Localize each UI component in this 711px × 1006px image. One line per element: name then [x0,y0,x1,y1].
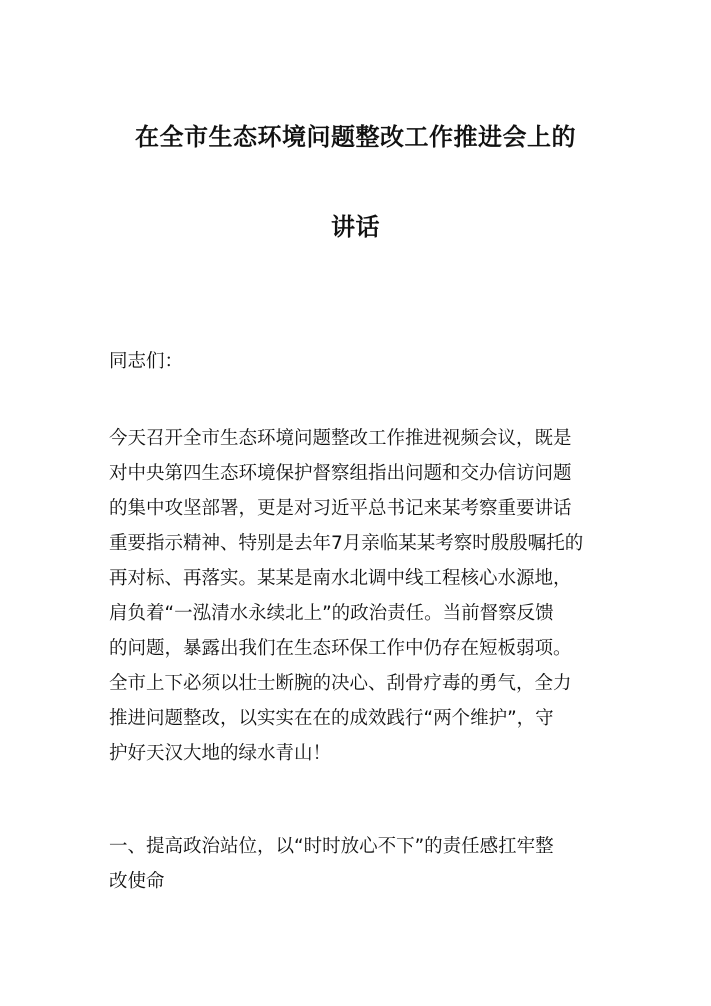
paragraph-line: 对中央第四生态环境保护督察组指出问题和交办信访问题 [109,463,572,484]
document-title-line-2: 讲话 [331,213,380,241]
greeting [109,344,609,379]
paragraph-line: 推进问题整改，以实实在在的成效践行“两个维护”，守 [109,708,554,729]
body-paragraph [109,421,609,771]
paragraph-line: 护好天汉大地的绿水青山！ [109,743,332,764]
section-heading-line: 一、提高政治站位，以“时时放心不下”的责任感扛牢整 [109,836,554,857]
paragraph-line: 重要指示精神、特别是去年7月亲临某某考察时殷殷嘱托的 [109,533,584,554]
paragraph-line: 的问题，暴露出我们在生态环保工作中仍存在短板弱项。 [109,638,572,659]
greeting-text: 同志们： [109,351,184,372]
paragraph-line: 肩负着“一泓清水永续北上”的政治责任。当前督察反馈 [109,603,554,624]
paragraph-line: 全市上下必须以壮士断腕的决心、刮骨疗毒的勇气，全力 [109,673,572,694]
paragraph-line: 再对标、再落实。某某是南水北调中线工程核心水源地， [109,568,572,589]
section-heading [109,829,609,899]
document-title-line-1: 在全市生态环境问题整改工作推进会上的 [135,123,576,151]
paragraph-line: 的集中攻坚部署，更是对习近平总书记来某考察重要讲话 [109,498,572,519]
section-heading-line: 改使命 [109,871,165,892]
paragraph-line: 今天召开全市生态环境问题整改工作推进视频会议，既是 [109,428,572,449]
